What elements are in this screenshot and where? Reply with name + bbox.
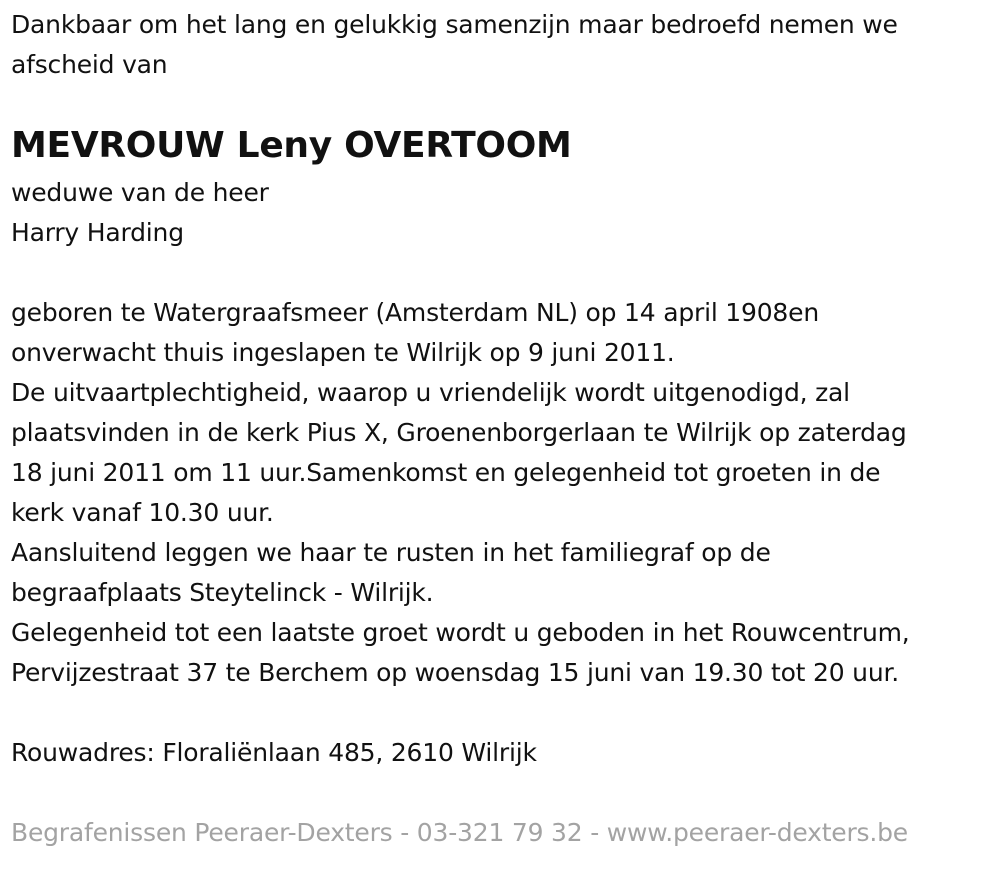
body-line: Gelegenheid tot een laatste groet wordt u geboden in het Rouwcentrum, [11, 618, 910, 647]
body-line: Aansluitend leggen we haar te rusten in het familiegraf op de [11, 538, 771, 567]
intro-line: afscheid van [11, 50, 168, 79]
intro-line: Dankbaar om het lang en gelukkig samenzijn maar bedroefd nemen we [11, 10, 898, 39]
address-line: Rouwadres: Floraliënlaan 485, 2610 Wilrijk [11, 738, 537, 767]
spouse-line: weduwe van de heer [11, 178, 269, 207]
body-line: Pervijzestraat 37 te Berchem op woensdag 15 juni van 19.30 tot 20 uur. [11, 658, 899, 687]
body-line: De uitvaartplechtigheid, waarop u vriendelijk wordt uitgenodigd, zal [11, 378, 850, 407]
body-line: kerk vanaf 10.30 uur. [11, 498, 274, 527]
body-line: geboren te Watergraafsmeer (Amsterdam NL) op 14 april 1908en [11, 298, 819, 327]
body-line: plaatsvinden in de kerk Pius X, Groenenborgerlaan te Wilrijk op zaterdag [11, 418, 907, 447]
spouse-info [11, 173, 269, 253]
body-line: begraafplaats Steytelinck - Wilrijk. [11, 578, 434, 607]
intro-paragraph [11, 5, 898, 85]
body-line: 18 juni 2011 om 11 uur.Samenkomst en gelegenheid tot groeten in de [11, 458, 881, 487]
body-line: onverwacht thuis ingeslapen te Wilrijk op 9 juni 2011. [11, 338, 675, 367]
notice-body [11, 293, 910, 693]
deceased-name: MEVROUW Leny OVERTOOM [11, 125, 572, 166]
footer-line: Begrafenissen Peeraer-Dexters - 03-321 79 32 - www.peeraer-dexters.be [11, 818, 908, 847]
mourning-address [11, 733, 537, 773]
funeral-home-footer [11, 813, 908, 853]
spouse-line: Harry Harding [11, 218, 184, 247]
